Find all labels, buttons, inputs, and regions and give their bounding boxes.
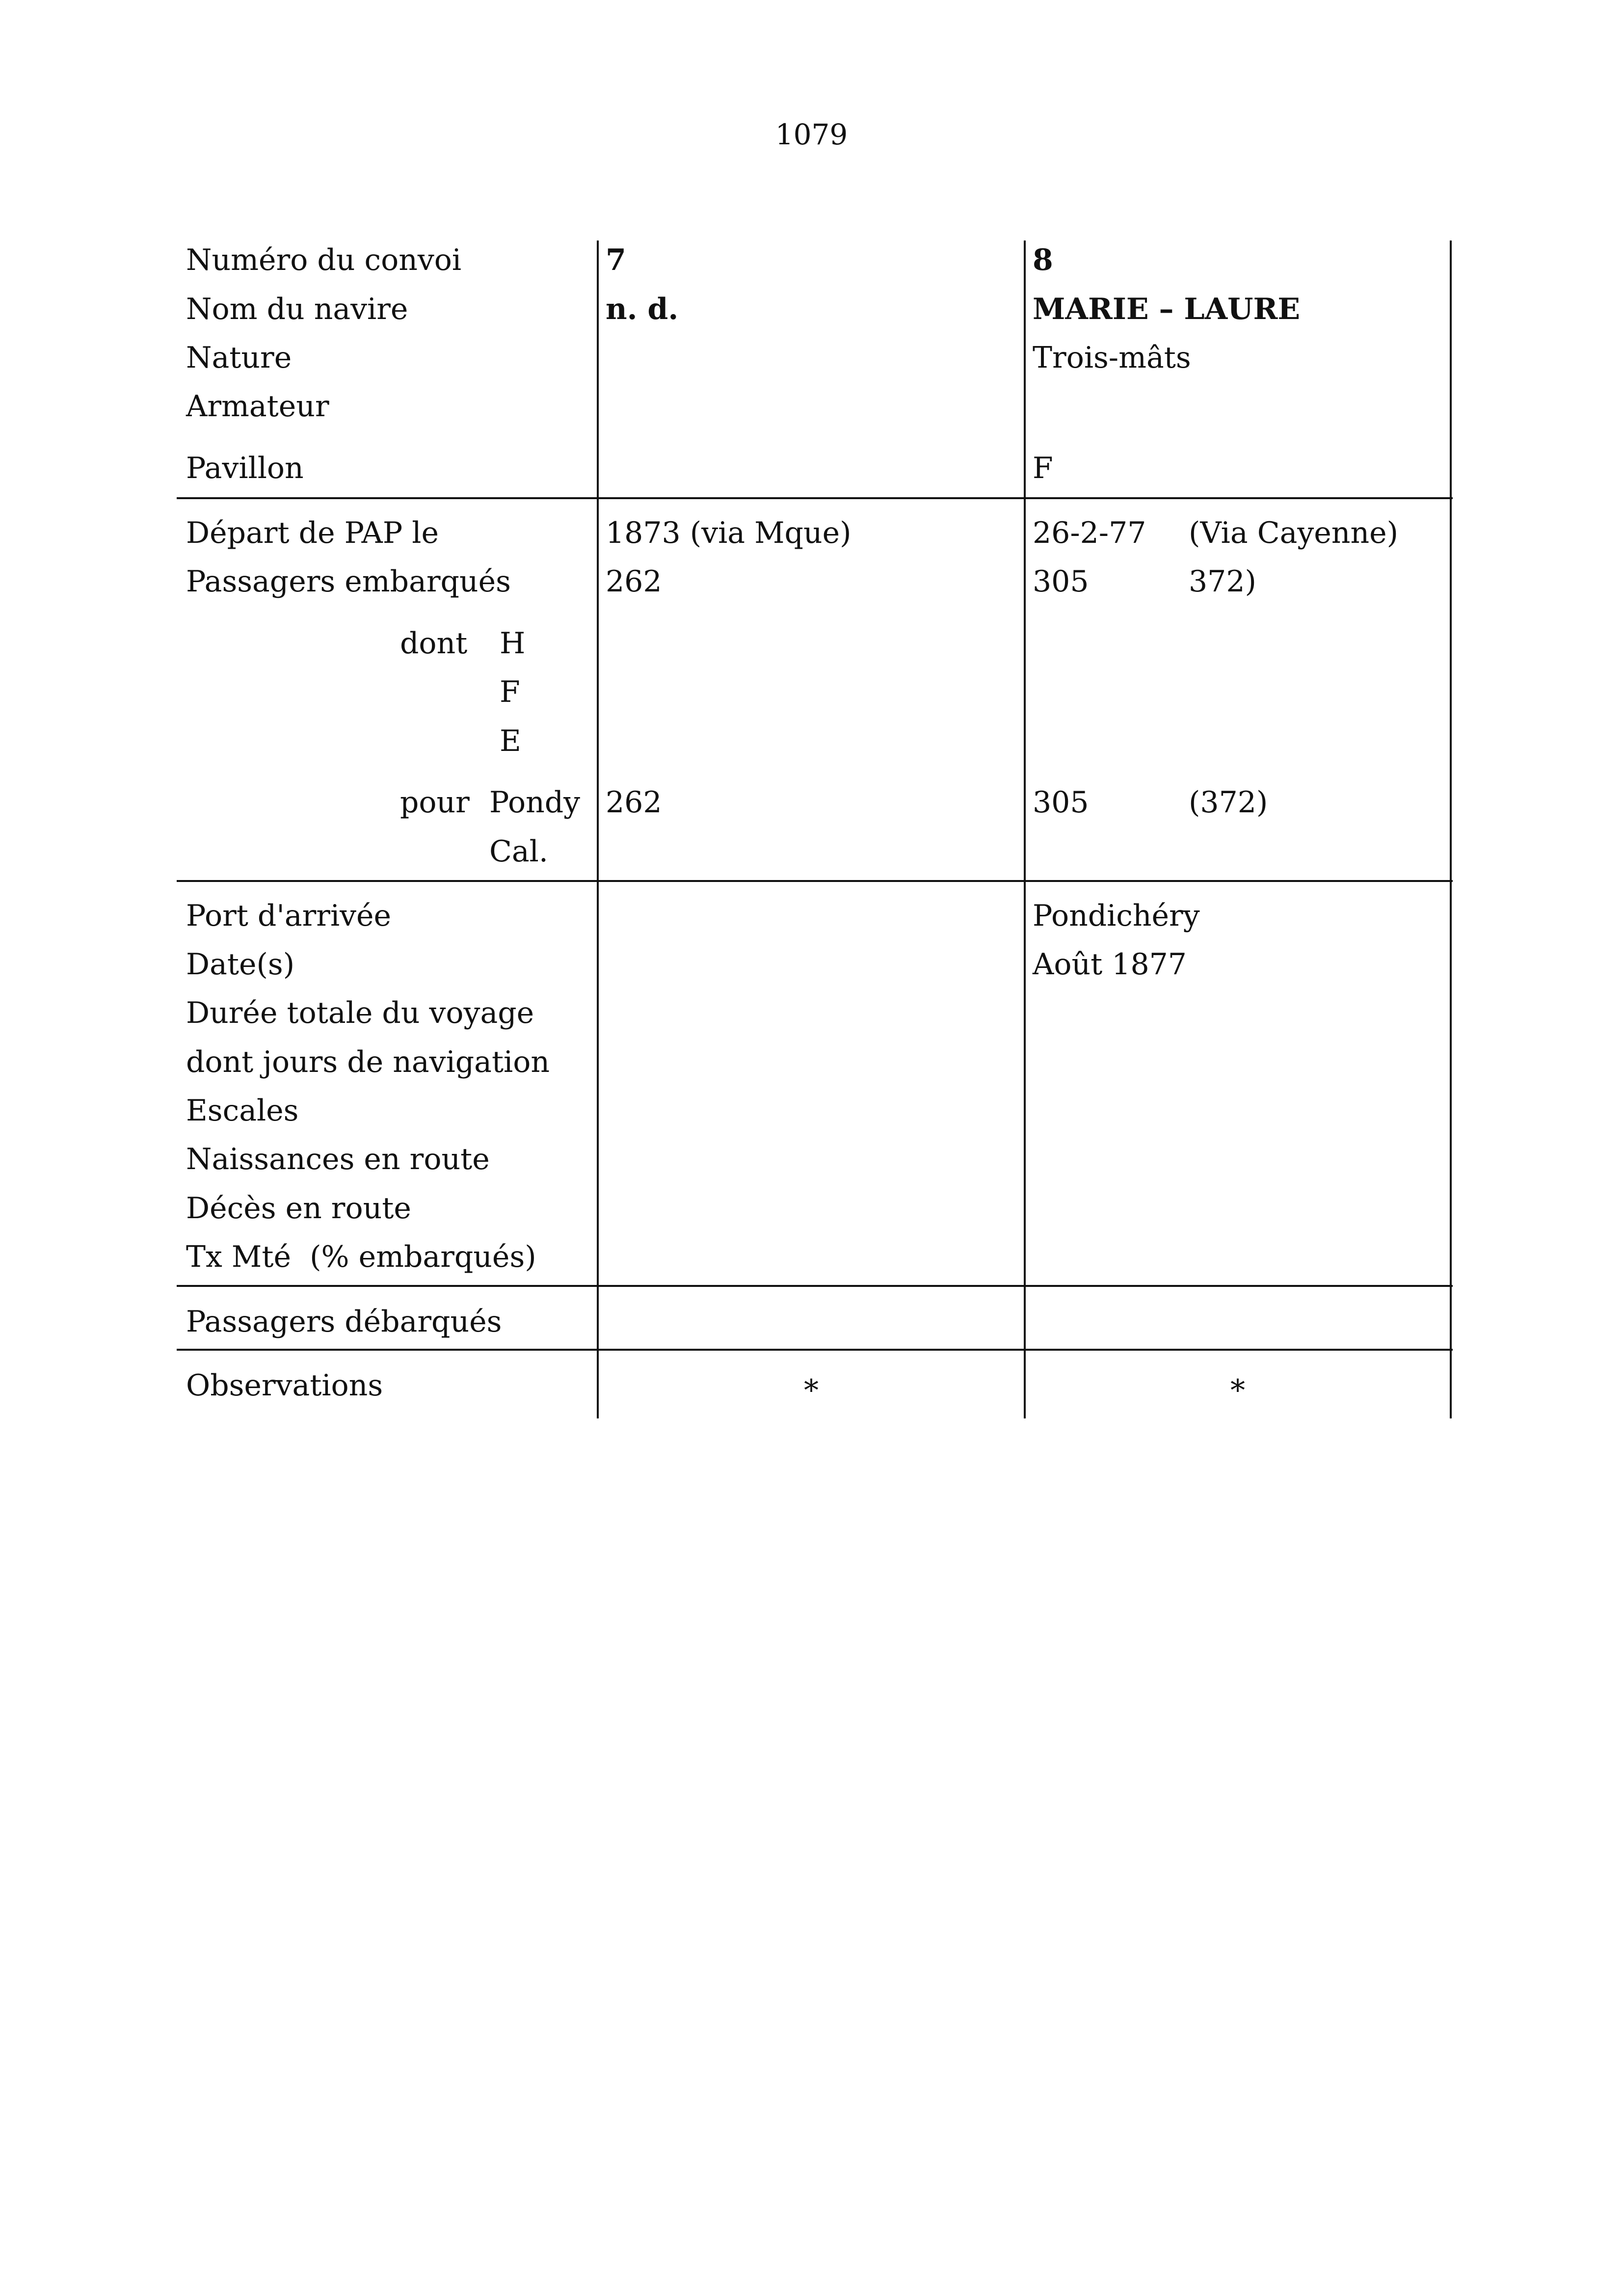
label-tx: Tx Mté (% embarqués) (186, 1240, 536, 1274)
row-divider (177, 1349, 1453, 1351)
label-deces: Décès en route (186, 1191, 411, 1226)
convoy-7-observations: * (804, 1373, 819, 1408)
label-passagers-embarques: Passagers embarqués (186, 564, 511, 599)
label-pour: pour (400, 785, 470, 820)
row-divider (177, 1285, 1453, 1287)
convoy-8-depart-note: (Via Cayenne) (1189, 516, 1399, 550)
convoy-8-observations: * (1230, 1373, 1245, 1408)
convoy-8-passagers: 305 (1033, 564, 1089, 599)
label-h: H (500, 626, 526, 661)
label-escales: Escales (186, 1094, 299, 1128)
convoy-8-pavillon: F (1033, 451, 1053, 485)
label-pondy: Pondy (489, 785, 581, 820)
label-jours: dont jours de navigation (186, 1045, 550, 1079)
convoy-8-port: Pondichéry (1033, 899, 1200, 933)
label-cal: Cal. (489, 834, 548, 869)
convoy-8-nature: Trois-mâts (1033, 341, 1191, 375)
convoy-8-depart: 26-2-77 (1033, 516, 1146, 550)
convoy-7-depart: 1873 (via Mque) (606, 516, 851, 550)
label-pavillon: Pavillon (186, 451, 304, 485)
convoy-8-nom: MARIE – LAURE (1033, 292, 1301, 326)
column-divider (1024, 240, 1026, 1418)
convoy-8-numero: 8 (1033, 243, 1053, 277)
column-divider (597, 240, 599, 1418)
label-debarques: Passagers débarqués (186, 1305, 502, 1339)
row-divider (177, 880, 1453, 882)
label-depart: Départ de PAP le (186, 516, 439, 550)
page-number: 1079 (775, 118, 848, 151)
convoy-7-passagers: 262 (606, 564, 662, 599)
label-nature: Nature (186, 341, 292, 375)
label-dont: dont (400, 626, 468, 661)
label-numero: Numéro du convoi (186, 243, 462, 277)
column-divider (1450, 240, 1452, 1418)
label-duree: Durée totale du voyage (186, 996, 534, 1030)
convoy-8-passagers-note: 372) (1189, 564, 1256, 599)
convoy-8-dates: Août 1877 (1033, 947, 1187, 982)
convoy-7-pondy: 262 (606, 785, 662, 820)
label-dates: Date(s) (186, 947, 295, 982)
label-nom: Nom du navire (186, 292, 408, 326)
label-armateur: Armateur (186, 389, 329, 424)
convoy-8-pondy: 305 (1033, 785, 1089, 820)
convoy-7-numero: 7 (606, 243, 626, 277)
label-e: E (500, 724, 521, 758)
label-f: F (500, 675, 520, 709)
convoy-8-pondy-note: (372) (1189, 785, 1268, 820)
label-port: Port d'arrivée (186, 899, 392, 933)
label-observations: Observations (186, 1368, 383, 1403)
label-naissances: Naissances en route (186, 1142, 490, 1176)
convoy-7-nom: n. d. (606, 292, 679, 326)
row-divider (177, 497, 1453, 499)
